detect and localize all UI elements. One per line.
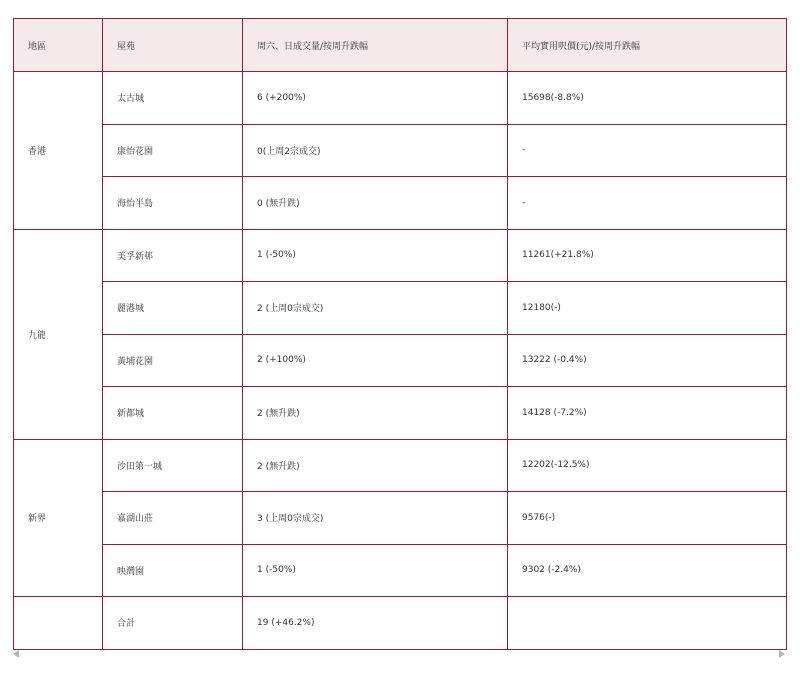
volume-cell: 1 (-50%) [243,544,508,597]
header-price: 平均實用呎價(元)/按周升跌幅 [508,19,787,72]
table-row [14,72,787,125]
estate-cell: 海怡半島 [103,177,243,230]
table-row [14,177,787,230]
total-volume-cell: 19 (+46.2%) [243,597,508,650]
table-row [14,439,787,492]
table-row [14,387,787,440]
table-body [14,72,787,650]
volume-cell: 0(上周2宗成交) [243,124,508,177]
price-cell: 13222 (-0.4%) [508,334,787,387]
total-row [14,597,787,650]
estate-cell: 黃埔花園 [103,334,243,387]
volume-cell: 0 (無升跌) [243,177,508,230]
volume-cell: 2 (上周0宗成交) [243,282,508,335]
price-cell: 14128 (-7.2%) [508,387,787,440]
table-row [14,282,787,335]
estate-cell: 太古城 [103,72,243,125]
estate-cell: 沙田第一城 [103,439,243,492]
estate-cell: 新都城 [103,387,243,440]
total-region-cell [14,597,103,650]
region-cell: 九龍 [14,229,103,439]
header-volume: 周六、日成交量/按周升跌幅 [243,19,508,72]
volume-cell: 2 (無升跌) [243,439,508,492]
price-cell: 15698(-8.8%) [508,72,787,125]
table-header [14,19,787,72]
header-region: 地區 [14,19,103,72]
estate-cell: 嘉湖山莊 [103,492,243,545]
price-cell: 12180(-) [508,282,787,335]
estate-cell: 麗港城 [103,282,243,335]
table-row [14,492,787,545]
table-row [14,544,787,597]
price-cell: 9302 (-2.4%) [508,544,787,597]
volume-cell: 3 (上周0宗成交) [243,492,508,545]
price-cell: - [508,124,787,177]
scroll-right-icon[interactable] [779,650,785,658]
estate-cell: 映灣園 [103,544,243,597]
volume-cell: 2 (無升跌) [243,387,508,440]
header-row [14,19,787,72]
total-price-cell [508,597,787,650]
estate-cell: 康怡花園 [103,124,243,177]
price-cell: 9576(-) [508,492,787,545]
price-cell: - [508,177,787,230]
volume-cell: 2 (+100%) [243,334,508,387]
volume-cell: 1 (-50%) [243,229,508,282]
transaction-table [13,18,787,650]
region-cell: 香港 [14,72,103,230]
price-cell: 12202(-12.5%) [508,439,787,492]
total-label-cell: 合計 [103,597,243,650]
header-estate: 屋苑 [103,19,243,72]
estate-cell: 美孚新邨 [103,229,243,282]
scroll-left-icon[interactable] [13,650,19,658]
table-row [14,229,787,282]
region-cell: 新界 [14,439,103,597]
table-row [14,334,787,387]
table-row [14,124,787,177]
volume-cell: 6 (+200%) [243,72,508,125]
price-cell: 11261(+21.8%) [508,229,787,282]
